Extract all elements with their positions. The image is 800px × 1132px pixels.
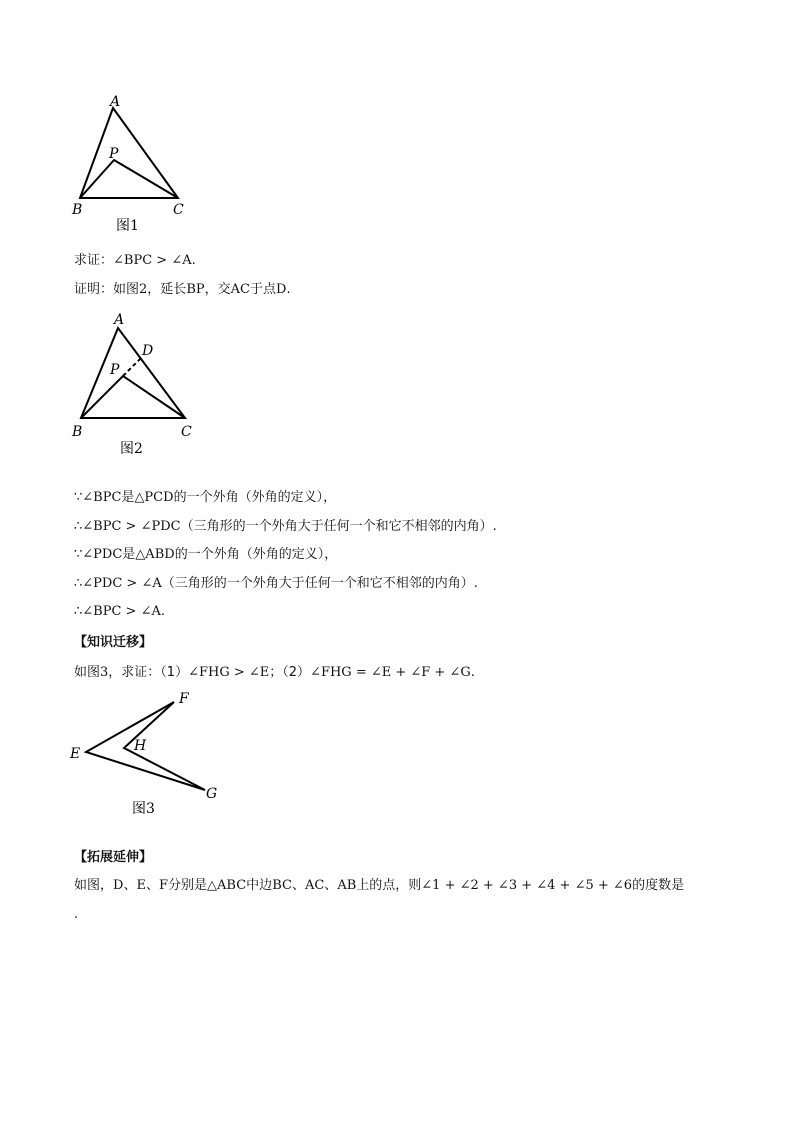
proof-line-connector: 是 — [122, 547, 136, 562]
transfer-statement — [74, 664, 475, 682]
section-heading-extend: 【拓展延伸】 — [74, 850, 153, 865]
extend-sep-3: 、 — [291, 878, 305, 893]
proof-intro-text-1: ，延长 — [147, 282, 187, 297]
extend-sep-2: 、 — [145, 878, 159, 893]
extend-math-ac: AC — [304, 878, 325, 893]
proof-line-math: ∠BPC > ∠A — [82, 604, 161, 619]
proof-line-connector: 是 — [121, 490, 135, 505]
point-b-label: B — [72, 424, 83, 440]
point-p-label: P — [110, 362, 120, 378]
proof-line-text: 的一个外角（外角的定义）， — [174, 547, 338, 562]
extend-math-d: D — [113, 878, 124, 893]
section-heading-transfer: 【知识迁移】 — [74, 635, 153, 650]
point-h-label: H — [134, 738, 147, 754]
claim-math: ∠BPC > ∠A — [113, 253, 192, 268]
proof-line-text: 的一个外角（外角的定义）， — [173, 490, 337, 505]
proof-intro-line — [74, 281, 291, 299]
extend-text-5: 的度数是 — [632, 878, 685, 893]
proof-intro-label: 证明：如图 — [74, 282, 140, 297]
extend-text-1: 如图， — [74, 878, 114, 893]
proof-line-prefix: ∵ — [74, 490, 83, 505]
proof-line-math: ∠BPC — [82, 490, 122, 505]
figure-2 — [60, 310, 210, 460]
transfer-text-2: ，求证：（1） — [108, 665, 189, 680]
figure-3-caption: 图3 — [132, 801, 155, 817]
proof-intro-figure-number: 2 — [139, 282, 148, 297]
transfer-math-1: ∠FHG > ∠E — [188, 665, 270, 680]
figure-1-drawing — [60, 92, 200, 237]
proof-intro-text-2: ，交 — [204, 282, 231, 297]
point-e-label: E — [70, 746, 81, 762]
proof-line-1 — [74, 489, 336, 507]
extend-math-triangle: △ABC — [207, 878, 247, 893]
point-a-label: A — [110, 94, 121, 110]
extend-text-4: 上的点，则 — [356, 878, 422, 893]
proof-intro-math-3: D — [276, 282, 287, 297]
point-f-label: F — [179, 691, 189, 707]
proof-line-4 — [74, 575, 478, 593]
extend-answer-blank: . — [74, 907, 79, 922]
point-a-label: A — [114, 312, 125, 328]
proof-line-text: （三角形的一个外角大于任何一个和它不相邻的内角）. — [180, 519, 497, 534]
extend-math-ab: AB — [337, 878, 357, 893]
proof-line-math: ∠BPC > ∠PDC — [82, 519, 181, 534]
proof-intro-math-2: AC — [230, 282, 250, 297]
proof-line-text: （三角形的一个外角大于任何一个和它不相邻的内角）. — [161, 576, 478, 591]
proof-intro-end: . — [286, 282, 291, 297]
transfer-math-2: ∠FHG = ∠E + ∠F + ∠G — [310, 665, 471, 680]
point-g-label: G — [206, 786, 218, 802]
proof-line-math: ∠PDC — [82, 547, 123, 562]
figure-1 — [60, 92, 200, 237]
transfer-end: . — [470, 665, 475, 680]
extend-math-f: F — [158, 878, 169, 893]
proof-intro-text-3: 于点 — [249, 282, 276, 297]
extend-statement — [74, 877, 684, 895]
extend-text-2: 分别是 — [168, 878, 208, 893]
transfer-text-1: 如图 — [74, 665, 101, 680]
point-b-label: B — [72, 202, 83, 218]
extend-sep-4: 、 — [324, 878, 338, 893]
figure-2-caption: 图2 — [120, 441, 143, 457]
extend-math-bc: BC — [272, 878, 292, 893]
extend-sep-1: 、 — [123, 878, 137, 893]
proof-line-math-2: △ABD — [135, 547, 175, 562]
proof-line-math-2: △PCD — [134, 490, 174, 505]
proof-line-2 — [74, 518, 497, 536]
figure-3-drawing — [60, 688, 230, 828]
proof-line-math: ∠PDC > ∠A — [82, 576, 162, 591]
proof-line-prefix: ∴ — [74, 604, 83, 619]
point-d-label: D — [142, 343, 154, 359]
extend-math-e: E — [136, 878, 146, 893]
figure-3 — [60, 688, 230, 828]
dashed-pd — [123, 358, 141, 376]
proof-intro-math-1: BP — [186, 282, 205, 297]
transfer-text-3: ；（2） — [269, 665, 311, 680]
figure-1-caption: 图1 — [116, 218, 139, 234]
triangle-abc — [80, 108, 178, 198]
triangle-abc — [81, 328, 185, 418]
point-c-label: C — [181, 424, 192, 440]
point-p-label: P — [109, 146, 119, 162]
extend-math-angles: ∠1 + ∠2 + ∠3 + ∠4 + ∠5 + ∠6 — [421, 878, 633, 893]
proof-line-prefix: ∴ — [74, 576, 83, 591]
point-c-label: C — [173, 202, 184, 218]
claim-end: . — [191, 253, 196, 268]
proof-line-prefix: ∵ — [74, 547, 83, 562]
figure-2-drawing — [60, 310, 210, 460]
proof-line-3 — [74, 546, 337, 564]
extend-text-3: 中边 — [246, 878, 273, 893]
transfer-figure-number: 3 — [100, 665, 109, 680]
proof-line-5 — [74, 603, 165, 621]
claim-label: 求证： — [74, 253, 114, 268]
claim-line — [74, 252, 196, 270]
proof-line-text: . — [160, 604, 165, 619]
proof-line-prefix: ∴ — [74, 519, 83, 534]
